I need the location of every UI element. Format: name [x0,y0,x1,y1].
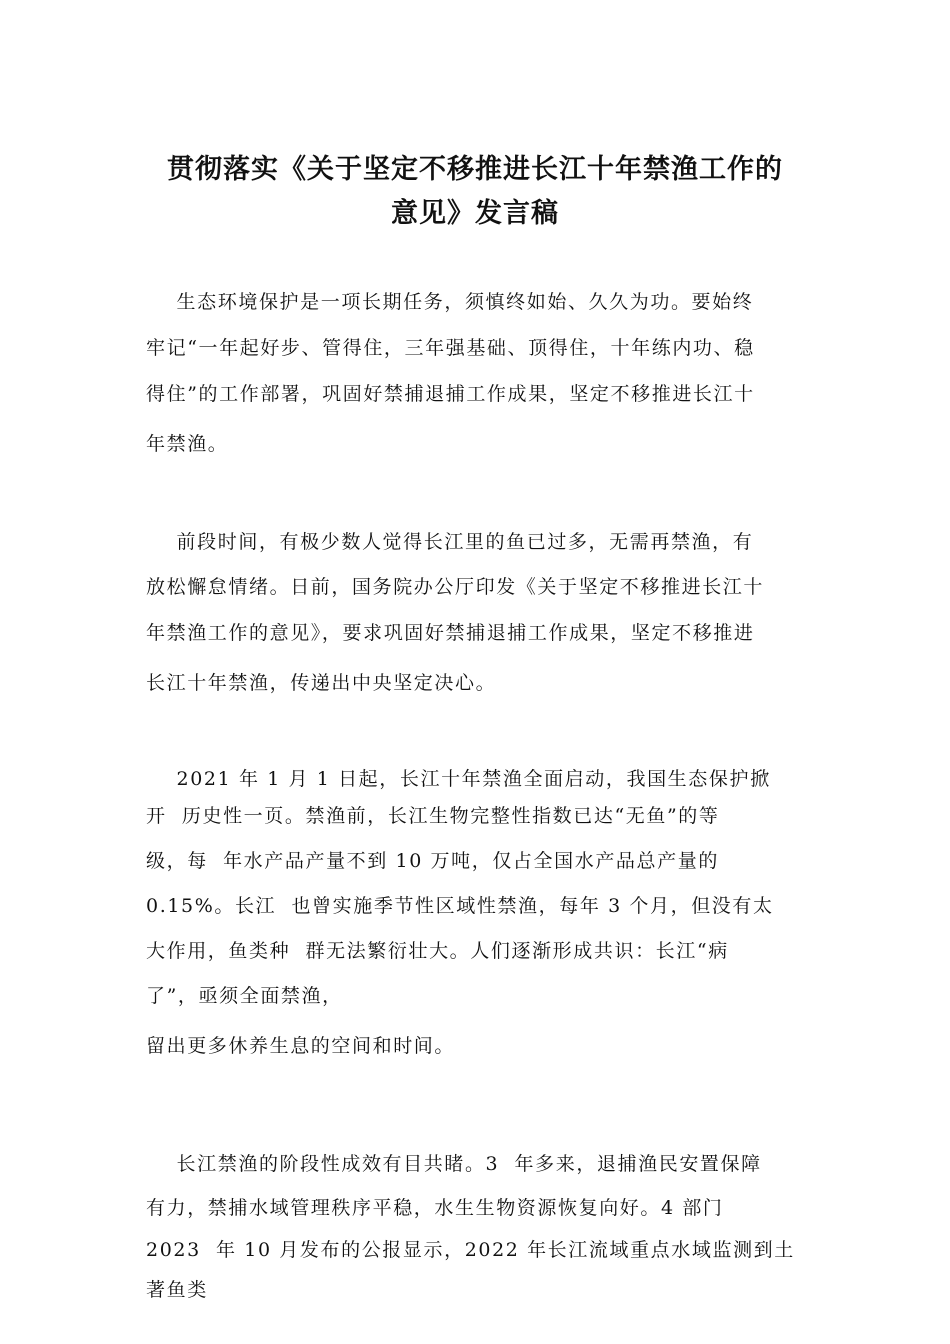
text-line: 长江十年禁渔，传递出中央坚定决心。 [146,672,497,694]
text-line: 级，每 年水产品产量不到 10 万吨，仅占全国水产品总产量的 [146,850,719,872]
title-line-1: 贯彻落实《关于坚定不移推进长江十年禁渔工作的 [167,154,783,185]
text-line: 2021 年 1 月 1 日起，长江十年禁渔全面启动，我国生态保护掀 [146,768,771,790]
text-line: 2023 年 10 月发布的公报显示，2022 年长江流域重点水域监测到土 [146,1239,795,1261]
text-line: 得住”的工作部署，巩固好禁捕退捕工作成果，坚定不移推进长江十 [146,383,755,405]
text-line: 长江禁渔的阶段性成效有目共睹。3 年多来，退捕渔民安置保障 [146,1153,762,1175]
text-line: 牢记“一年起好步、管得住，三年强基础、顶得住，十年练内功、稳 [146,337,755,359]
text-line: 年禁渔工作的意见》，要求巩固好禁捕退捕工作成果，坚定不移推进 [146,622,755,644]
text-line: 有力，禁捕水域管理秩序平稳，水生生物资源恢复向好。4 部门 [146,1197,724,1219]
text-line: 了”，亟须全面禁渔， [146,985,343,1007]
text-line: 留出更多休养生息的空间和时间。 [146,1035,456,1057]
text-line: 生态环境保护是一项长期任务，须慎终如始、久久为功。要始终 [146,291,754,313]
text-line: 0.15%。长江 也曾实施季节性区域性禁渔，每年 3 个月，但没有太 [146,895,774,917]
text-line: 著鱼类 [146,1279,208,1301]
text-line: 放松懈怠情绪。日前，国务院办公厅印发《关于坚定不移推进长江十 [146,576,765,598]
text-line: 大作用，鱼类种 群无法繁衍壮大。人们逐渐形成共识：长江“病 [146,940,729,962]
document-title [0,148,950,236]
text-line: 年禁渔。 [146,433,229,455]
text-line: 开 历史性一页。禁渔前，长江生物完整性指数已达“无鱼”的等 [146,805,720,827]
title-line-2: 意见》发言稿 [391,198,559,229]
text-line: 前段时间，有极少数人觉得长江里的鱼已过多，无需再禁渔，有 [146,531,754,553]
